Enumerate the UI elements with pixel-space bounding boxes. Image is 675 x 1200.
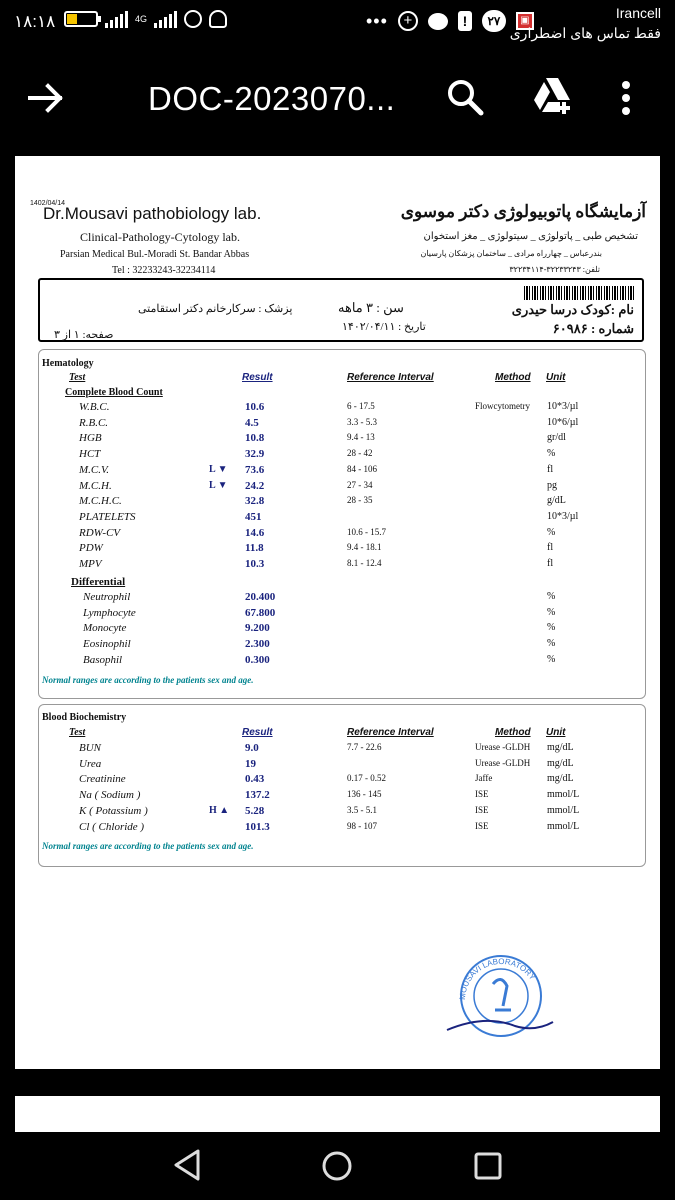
test-name: M.C.H. — [79, 479, 112, 492]
unit: mg/dL — [547, 757, 574, 769]
result-value: 2.300 — [245, 638, 270, 651]
reference-interval: 28 - 35 — [347, 495, 373, 506]
barcode — [524, 286, 634, 300]
method: Urease -GLDH — [475, 757, 531, 768]
test-name: W.B.C. — [79, 401, 110, 413]
lab-address: Parsian Medical Bul.-Moradi St. Bandar Abbas — [60, 249, 250, 260]
unit: gr/dl — [547, 432, 566, 444]
lab-subtitle: Clinical-Pathology-Cytology lab. — [80, 230, 240, 244]
next-page-strip[interactable] — [15, 1096, 660, 1132]
result-value: 101.3 — [245, 820, 270, 833]
result-value: 137.2 — [245, 789, 270, 802]
lab-stamp-icon — [445, 944, 557, 1040]
reference-interval: 8.1 - 12.4 — [347, 558, 382, 568]
reference-interval: 28 - 42 — [347, 448, 373, 459]
result-value: 11.8 — [245, 542, 264, 555]
test-name: Basophil — [83, 653, 123, 666]
test-name: Urea — [79, 757, 102, 770]
referring-doctor: پزشک : سرکارخانم دکتر استقامتی — [138, 303, 293, 315]
status-left-icons — [64, 10, 227, 28]
table-row — [39, 542, 645, 558]
unit: % — [547, 448, 556, 460]
method: ISE — [475, 804, 489, 815]
method: Jaffe — [475, 773, 493, 784]
table-row — [39, 401, 645, 417]
cbc-title: Complete Blood Count — [65, 387, 163, 398]
table-row — [39, 464, 645, 480]
unit: mmol/L — [547, 804, 580, 816]
emergency-calls-label: فقط تماس های اضطراری — [509, 25, 661, 41]
col-test-2: Test — [69, 727, 86, 738]
unit: fl — [547, 542, 554, 554]
test-name: Lymphocyte — [83, 606, 136, 619]
result-value: 32.8 — [245, 495, 265, 508]
table-row — [39, 432, 645, 448]
status-right — [510, 5, 661, 42]
unit: mg/dL — [547, 773, 574, 785]
lab-name: Dr.Mousavi pathobiology lab. — [43, 204, 262, 223]
table-row — [39, 622, 645, 638]
lab-address-fa: بندرعباس _ چهارراه مرادی _ ساختمان پزشکان پارسیان — [420, 249, 602, 258]
result-value: 0.43 — [245, 773, 265, 786]
table-row — [39, 821, 645, 837]
signal-2-icon — [154, 10, 177, 28]
hematology-title: Hematology — [42, 358, 94, 369]
app-bar — [0, 48, 675, 150]
unit: fl — [547, 463, 554, 475]
table-row — [39, 480, 645, 496]
table-row — [39, 607, 645, 623]
col-method: Method — [495, 372, 531, 383]
alert-icon: ! — [458, 11, 472, 31]
test-name: PLATELETS — [79, 510, 136, 523]
test-name: RDW-CV — [79, 526, 121, 539]
status-bar — [0, 0, 675, 48]
biochemistry-panel — [38, 704, 646, 867]
document-page[interactable] — [15, 156, 660, 1069]
add-circle-icon: + — [398, 11, 418, 31]
result-value: 451 — [245, 510, 262, 523]
test-name: HCT — [79, 448, 101, 461]
reference-interval: 84 - 106 — [347, 463, 377, 474]
search-icon[interactable] — [446, 78, 484, 116]
arrow-back-icon[interactable] — [26, 78, 66, 118]
col-test: Test — [69, 372, 86, 383]
col-unit-2: Unit — [546, 727, 566, 738]
nav-recents-icon[interactable] — [474, 1152, 502, 1180]
table-row — [39, 495, 645, 511]
reference-interval: 0.17 - 0.52 — [347, 773, 386, 784]
result-flag: L ▼ — [209, 479, 228, 491]
method: Urease -GLDH — [475, 742, 531, 752]
result-value: 19 — [245, 757, 256, 770]
unit: 10*3/µl — [547, 510, 579, 522]
col-method-2: Method — [495, 727, 531, 738]
unit: fl — [547, 558, 554, 569]
result-value: 24.2 — [245, 479, 265, 492]
result-value: 10.3 — [245, 558, 265, 570]
unit: % — [547, 526, 556, 538]
reference-interval: 3.5 - 5.1 — [347, 804, 377, 815]
lab-name-fa: آزمایشگاه پاتوبیولوژی دکتر موسوی — [400, 202, 646, 221]
test-name: Creatinine — [79, 773, 126, 786]
hematology-panel — [38, 349, 646, 699]
table-row — [39, 742, 645, 758]
table-row — [39, 805, 645, 821]
reference-interval: 9.4 - 18.1 — [347, 542, 382, 553]
unit: % — [547, 591, 556, 602]
col-result: Result — [242, 372, 273, 383]
test-name: MPV — [79, 558, 102, 570]
hematology-note: Normal ranges are according to the patients sex and age. — [42, 675, 254, 685]
reference-interval: 7.7 - 22.6 — [347, 742, 382, 752]
table-row — [39, 511, 645, 527]
unit: 10*6/µl — [547, 416, 579, 428]
unit: g/dL — [547, 495, 566, 507]
result-value: 67.800 — [245, 606, 276, 619]
table-row — [39, 789, 645, 805]
patient-number: شماره : ۶۰۹۸۶ — [552, 321, 634, 336]
lab-subtitle-fa: تشخیص طبی _ پاتولوژی _ سیتولوژی _ مغز استخوان — [423, 231, 638, 242]
table-row — [39, 417, 645, 433]
result-value: 10.8 — [245, 432, 265, 445]
test-name: Eosinophil — [83, 638, 131, 651]
result-value: 32.9 — [245, 448, 265, 461]
unit: mmol/L — [547, 820, 580, 832]
reference-interval: 9.4 - 13 — [347, 432, 375, 443]
result-value: 9.200 — [245, 622, 270, 635]
test-name: M.C.V. — [79, 463, 110, 476]
reference-interval: 27 - 34 — [347, 479, 373, 490]
result-flag: H ▲ — [209, 804, 230, 816]
method: Flowcytometry — [475, 401, 530, 411]
test-name: K ( Potassium ) — [79, 804, 148, 817]
navigation-bar — [0, 1140, 675, 1200]
table-row — [39, 758, 645, 774]
reference-interval: 136 - 145 — [347, 789, 382, 800]
result-value: 73.6 — [245, 463, 265, 476]
table-row — [39, 654, 645, 670]
test-name: Neutrophil — [83, 591, 131, 603]
patient-name: نام :کودک درسا حیدری — [511, 302, 634, 317]
col-reference: Reference Interval — [347, 372, 434, 383]
patient-age: سن : ۳ ماهه — [338, 300, 404, 315]
biochemistry-note: Normal ranges are according to the patients sex and age. — [42, 841, 254, 851]
more-vert-icon[interactable] — [620, 80, 632, 116]
method: ISE — [475, 789, 489, 800]
result-value: 5.28 — [245, 804, 265, 817]
col-unit: Unit — [546, 372, 566, 383]
nav-home-icon[interactable] — [321, 1150, 353, 1182]
chat-bubble-icon — [428, 13, 448, 30]
result-value: 0.300 — [245, 653, 270, 666]
network-type-label: 4G — [135, 13, 148, 24]
reference-interval: 10.6 - 15.7 — [347, 526, 386, 537]
result-value: 4.5 — [245, 416, 259, 429]
lab-tel: Tel : 32233243-32234114 — [112, 265, 216, 276]
result-value: 10.6 — [245, 401, 265, 413]
test-name: Cl ( Chloride ) — [79, 820, 145, 833]
table-row — [39, 527, 645, 543]
unit: % — [547, 638, 556, 650]
table-row — [39, 773, 645, 789]
table-row — [39, 448, 645, 464]
test-name: HGB — [79, 432, 102, 445]
result-value: 14.6 — [245, 526, 265, 539]
method: ISE — [475, 820, 489, 831]
col-result-2: Result — [242, 727, 273, 738]
unit: % — [547, 653, 556, 665]
status-time: ۱۸:۱۸ — [14, 12, 56, 31]
differential-title: Differential — [71, 576, 126, 588]
page-indicator: صفحه: ۱ از ۳ — [54, 329, 114, 341]
test-name: M.C.H.C. — [79, 495, 122, 508]
alarm-icon — [184, 10, 202, 28]
table-row — [39, 591, 645, 607]
carrier-name: Irancell — [615, 5, 661, 21]
status-notification-icons — [366, 10, 534, 32]
table-row — [39, 558, 645, 574]
more-notifications-icon: ••• — [366, 10, 388, 31]
battery-icon — [64, 11, 98, 27]
reference-interval: 6 - 17.5 — [347, 401, 375, 411]
reference-interval: 98 - 107 — [347, 820, 377, 831]
patient-info-box — [38, 278, 644, 342]
headset-icon — [209, 10, 227, 28]
test-name: Monocyte — [83, 622, 127, 635]
stamp-text: MOUSAVI LABORATORY — [457, 956, 538, 1001]
test-name: Na ( Sodium ) — [79, 789, 141, 802]
unit: % — [547, 606, 556, 618]
test-name: PDW — [79, 542, 103, 555]
drive-add-icon[interactable] — [532, 76, 574, 116]
app-notification-icon: ▣ — [516, 12, 534, 30]
signal-icon — [105, 10, 128, 28]
result-value: 20.400 — [245, 591, 276, 603]
reference-interval: 3.3 - 5.3 — [347, 416, 377, 427]
patient-date: تاریخ : ۱۴۰۲/۰۴/۱۱ — [342, 321, 426, 333]
table-row — [39, 638, 645, 654]
document-title: DOC-2023070... — [148, 80, 396, 117]
lab-tel-fa: تلفن: ۳۲۲۳۳۲۴۳-۳۲۲۳۴۱۱۴ — [509, 265, 600, 274]
unit: mmol/L — [547, 789, 580, 801]
unit: 10*3/µl — [547, 401, 579, 412]
result-flag: L ▼ — [209, 463, 228, 475]
test-name: BUN — [79, 742, 101, 754]
biochemistry-title: Blood Biochemistry — [42, 712, 127, 723]
col-reference-2: Reference Interval — [347, 727, 434, 738]
report-date: 1402/04/14 — [30, 200, 66, 207]
test-name: R.B.C. — [79, 416, 109, 429]
result-value: 9.0 — [245, 742, 259, 754]
notification-count-badge: ۲۷ — [482, 10, 506, 32]
nav-back-icon[interactable] — [172, 1148, 202, 1182]
unit: % — [547, 622, 556, 634]
unit: pg — [547, 479, 557, 491]
unit: mg/dL — [547, 742, 574, 753]
